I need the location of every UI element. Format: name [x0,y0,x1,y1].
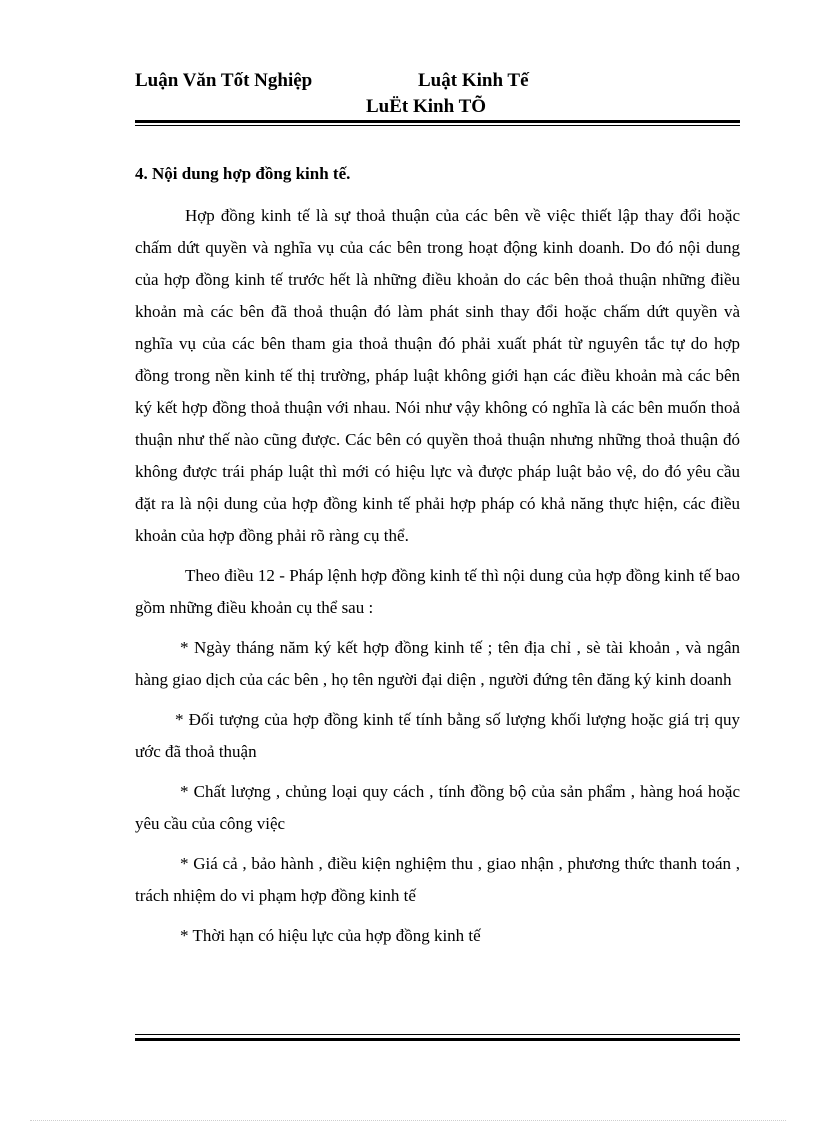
list-item: * Ngày tháng năm ký kết hợp đồng kinh tế ; tên địa chỉ , sè tài khoản , và ngân hàng giao dịch của các bên , họ tên người đại diện , người đứng tên đăng ký kinh doanh [135,638,740,689]
list-item: * Thời hạn có hiệu lực của hợp đồng kinh tế [180,926,481,945]
paragraph-intro: Hợp đồng kinh tế là sự thoả thuận của các bên về việc thiết lập thay đổi hoặc chấm dứt quyền và nghĩa vụ của các bên trong hoạt động kinh doanh. Do đó nội dung của hợp đồng kinh tế trước hết là những điều khoản do các bên thoả thuận những điều khoản mà các bên đã thoả thuận đó làm phát sinh thay đổi hoặc chấm dứt quyền và nghĩa vụ của các bên tham gia thoả thuận đó phải xuất phát từ nguyên tắc tự do hợp đồng trong nền kinh tế thị trường, pháp luật không giới hạn các điều khoản mà các bên ký kết hợp đồng thoả thuận với nhau. Nói như vậy không có nghĩa là các bên muốn thoả thuận như thế nào cũng được. Các bên có quyền thoả thuận nhưng những thoả thuận đó không được trái pháp luật thì mới có hiệu lực và được pháp luật bảo vệ, do đó yêu cầu đặt ra là nội dung của hợp đồng kinh tế phải hợp pháp có khả năng thực hiện, các điều khoản của hợp đồng phải rõ ràng cụ thể. [135,206,740,545]
header-subject-garbled: LuËt Kinh TÕ [366,96,487,117]
header-thesis-title: Luận Văn Tốt Nghiệp [135,70,313,91]
header-rule-thin [135,125,740,126]
footer-rule-thin [135,1034,740,1035]
list-item: * Giá cả , bảo hành , điều kiện nghiệm thu , giao nhận , phương thức thanh toán , trách nhiệm do vi phạm hợp đồng kinh tế [135,854,740,905]
list-item: * Chất lượng , chủng loại quy cách , tính đồng bộ của sản phẩm , hàng hoá hoặc yêu cầu của công việc [135,782,740,833]
main-content [135,158,740,960]
list-item: * Đối tượng của hợp đồng kinh tế tính bằng số lượng khối lượng hoặc giá trị quy ước đã thoả thuận [135,710,740,761]
paragraph-article-12: Theo điều 12 - Pháp lệnh hợp đồng kinh tế thì nội dung của hợp đồng kinh tế bao gồm những điều khoản cụ thể sau : [135,566,740,617]
section-heading: 4. Nội dung hợp đồng kinh tế. [135,164,351,183]
header-subject: Luật Kinh Tế [418,70,529,91]
footer-rule-thick [135,1038,740,1041]
header-rule-thick [135,120,740,123]
page-bottom-dotted-edge [30,1120,786,1121]
